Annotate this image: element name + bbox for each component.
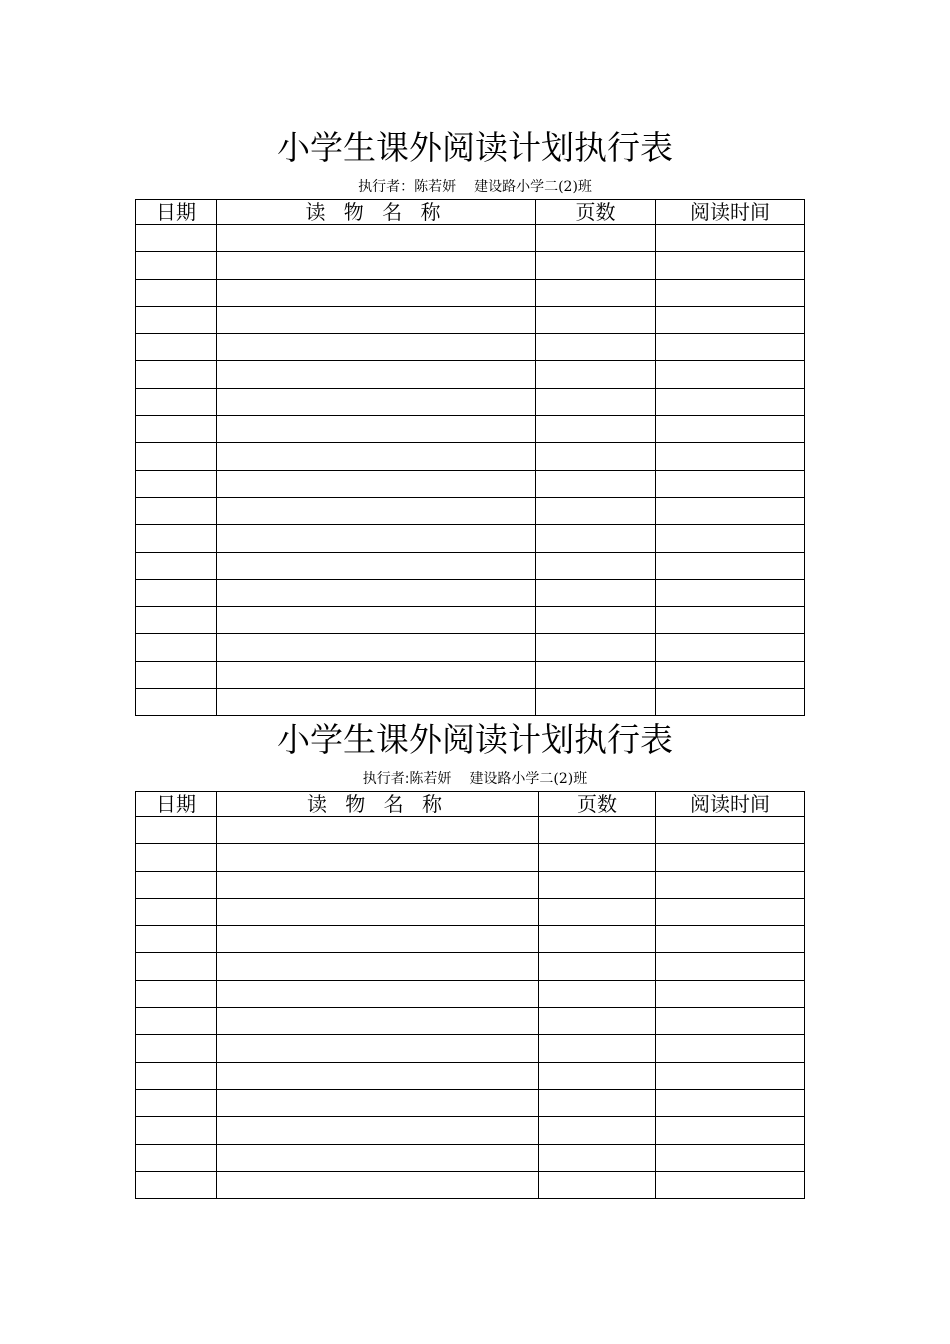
cell-reading-time[interactable]	[656, 607, 805, 634]
cell-date[interactable]	[136, 898, 217, 925]
cell-date[interactable]	[136, 361, 217, 388]
cell-reading-time[interactable]	[656, 953, 805, 980]
cell-pages[interactable]	[539, 871, 656, 898]
sheet-1-school-class: 建设路小学二(2)班	[474, 179, 592, 195]
cell-pages[interactable]	[536, 279, 656, 306]
table-header-row	[136, 200, 805, 225]
table-row	[136, 953, 805, 980]
table-row	[136, 607, 805, 634]
cell-pages[interactable]	[536, 334, 656, 361]
cell-title[interactable]	[217, 1035, 539, 1062]
cell-title[interactable]	[217, 844, 539, 871]
cell-pages[interactable]	[539, 1008, 656, 1035]
table-row	[136, 388, 805, 415]
cell-title[interactable]	[217, 1089, 539, 1116]
cell-date[interactable]	[136, 1144, 217, 1171]
table-row	[136, 252, 805, 279]
cell-pages[interactable]	[539, 898, 656, 925]
cell-title[interactable]	[217, 661, 536, 688]
cell-title[interactable]	[217, 525, 536, 552]
cell-reading-time[interactable]	[656, 1062, 805, 1089]
sheet-1-title: 小学生课外阅读计划执行表	[277, 128, 673, 167]
cell-title[interactable]	[217, 953, 539, 980]
cell-date[interactable]	[136, 1117, 217, 1144]
table-row	[136, 926, 805, 953]
table-row	[136, 1089, 805, 1116]
cell-date[interactable]	[136, 980, 217, 1007]
cell-pages[interactable]	[536, 661, 656, 688]
cell-pages[interactable]	[536, 497, 656, 524]
sheet-2-subtitle	[0, 770, 950, 788]
cell-reading-time[interactable]	[656, 306, 805, 333]
cell-reading-time[interactable]	[656, 871, 805, 898]
cell-reading-time[interactable]	[656, 416, 805, 443]
cell-reading-time[interactable]	[656, 926, 805, 953]
cell-pages[interactable]	[536, 634, 656, 661]
cell-date[interactable]	[136, 689, 217, 716]
cell-title[interactable]	[217, 470, 536, 497]
table-row	[136, 306, 805, 333]
cell-title[interactable]	[217, 1171, 539, 1198]
table-row	[136, 1171, 805, 1198]
cell-reading-time[interactable]	[656, 661, 805, 688]
cell-reading-time[interactable]	[656, 689, 805, 716]
cell-reading-time[interactable]	[656, 252, 805, 279]
cell-title[interactable]	[217, 689, 536, 716]
table-row	[136, 1144, 805, 1171]
column-header-reading-time: 阅读时间	[656, 792, 805, 817]
cell-date[interactable]	[136, 279, 217, 306]
sheet-2-title: 小学生课外阅读计划执行表	[277, 720, 673, 759]
cell-date[interactable]	[136, 470, 217, 497]
cell-title[interactable]	[217, 497, 536, 524]
cell-title[interactable]	[217, 898, 539, 925]
cell-date[interactable]	[136, 926, 217, 953]
table-row	[136, 898, 805, 925]
cell-pages[interactable]	[536, 552, 656, 579]
table-row	[136, 279, 805, 306]
cell-pages[interactable]	[536, 252, 656, 279]
table-row	[136, 416, 805, 443]
cell-pages[interactable]	[536, 525, 656, 552]
cell-title[interactable]	[217, 306, 536, 333]
cell-title[interactable]	[217, 416, 536, 443]
cell-date[interactable]	[136, 1171, 217, 1198]
cell-reading-time[interactable]	[656, 1117, 805, 1144]
cell-title[interactable]	[217, 1062, 539, 1089]
cell-reading-time[interactable]	[656, 844, 805, 871]
cell-reading-time[interactable]	[656, 1008, 805, 1035]
cell-pages[interactable]	[539, 1171, 656, 1198]
cell-date[interactable]	[136, 334, 217, 361]
cell-reading-time[interactable]	[656, 361, 805, 388]
cell-reading-time[interactable]	[656, 470, 805, 497]
cell-title[interactable]	[217, 361, 536, 388]
table-header-row	[136, 792, 805, 817]
column-header-date: 日期	[136, 200, 217, 225]
table-row	[136, 361, 805, 388]
cell-pages[interactable]	[536, 361, 656, 388]
table-row	[136, 470, 805, 497]
cell-pages[interactable]	[536, 579, 656, 606]
sheet-2-reading-table	[135, 791, 805, 1199]
cell-reading-time[interactable]	[656, 1144, 805, 1171]
cell-pages[interactable]	[539, 1062, 656, 1089]
column-header-reading-time: 阅读时间	[656, 200, 805, 225]
cell-date[interactable]	[136, 306, 217, 333]
cell-title[interactable]	[217, 817, 539, 844]
table-row	[136, 634, 805, 661]
table-row	[136, 689, 805, 716]
table-row	[136, 1035, 805, 1062]
column-header-title: 读 物 名 称	[217, 200, 536, 225]
column-header-pages: 页数	[536, 200, 656, 225]
table-row	[136, 980, 805, 1007]
cell-pages[interactable]	[539, 844, 656, 871]
table-row	[136, 661, 805, 688]
cell-date[interactable]	[136, 844, 217, 871]
table-row	[136, 1117, 805, 1144]
column-header-title: 读 物 名 称	[217, 792, 539, 817]
cell-date[interactable]	[136, 252, 217, 279]
sheet-1-executor: 执行者：陈若妍	[358, 179, 457, 195]
cell-date[interactable]	[136, 817, 217, 844]
table-row	[136, 525, 805, 552]
cell-reading-time[interactable]	[656, 1089, 805, 1116]
cell-date[interactable]	[136, 1089, 217, 1116]
cell-pages[interactable]	[536, 416, 656, 443]
table-row	[136, 443, 805, 470]
cell-date[interactable]	[136, 579, 217, 606]
cell-title[interactable]	[217, 388, 536, 415]
cell-pages[interactable]	[539, 980, 656, 1007]
table-row	[136, 579, 805, 606]
cell-title[interactable]	[217, 579, 536, 606]
sheet-2-executor: 执行者:陈若妍	[362, 771, 452, 787]
cell-pages[interactable]	[536, 443, 656, 470]
cell-title[interactable]	[217, 443, 536, 470]
table-row	[136, 497, 805, 524]
sheet-1-subtitle	[0, 178, 950, 196]
column-header-pages: 页数	[539, 792, 656, 817]
cell-date[interactable]	[136, 661, 217, 688]
cell-title[interactable]	[217, 1144, 539, 1171]
cell-reading-time[interactable]	[656, 634, 805, 661]
cell-title[interactable]	[217, 225, 536, 252]
cell-pages[interactable]	[539, 1035, 656, 1062]
cell-date[interactable]	[136, 871, 217, 898]
cell-date[interactable]	[136, 607, 217, 634]
cell-reading-time[interactable]	[656, 817, 805, 844]
cell-reading-time[interactable]	[656, 1171, 805, 1198]
cell-title[interactable]	[217, 634, 536, 661]
cell-pages[interactable]	[539, 817, 656, 844]
cell-reading-time[interactable]	[656, 980, 805, 1007]
cell-title[interactable]	[217, 252, 536, 279]
cell-date[interactable]	[136, 634, 217, 661]
cell-pages[interactable]	[536, 306, 656, 333]
table-row	[136, 1062, 805, 1089]
cell-date[interactable]	[136, 225, 217, 252]
cell-date[interactable]	[136, 1062, 217, 1089]
cell-pages[interactable]	[539, 926, 656, 953]
cell-reading-time[interactable]	[656, 1035, 805, 1062]
cell-title[interactable]	[217, 871, 539, 898]
cell-date[interactable]	[136, 525, 217, 552]
cell-reading-time[interactable]	[656, 898, 805, 925]
cell-date[interactable]	[136, 416, 217, 443]
sheet-2-school-class: 建设路小学二(2)班	[469, 771, 588, 787]
cell-reading-time[interactable]	[656, 525, 805, 552]
cell-reading-time[interactable]	[656, 334, 805, 361]
cell-pages[interactable]	[536, 388, 656, 415]
cell-title[interactable]	[217, 926, 539, 953]
cell-reading-time[interactable]	[656, 225, 805, 252]
table-row	[136, 334, 805, 361]
table-row	[136, 1008, 805, 1035]
table-row	[136, 817, 805, 844]
cell-pages[interactable]	[539, 1144, 656, 1171]
cell-title[interactable]	[217, 279, 536, 306]
cell-reading-time[interactable]	[656, 552, 805, 579]
cell-reading-time[interactable]	[656, 497, 805, 524]
cell-reading-time[interactable]	[656, 388, 805, 415]
cell-title[interactable]	[217, 1008, 539, 1035]
cell-pages[interactable]	[536, 689, 656, 716]
sheet-1-reading-table	[135, 199, 805, 716]
cell-title[interactable]	[217, 552, 536, 579]
cell-date[interactable]	[136, 443, 217, 470]
cell-title[interactable]	[217, 1117, 539, 1144]
cell-title[interactable]	[217, 334, 536, 361]
cell-date[interactable]	[136, 953, 217, 980]
cell-reading-time[interactable]	[656, 579, 805, 606]
cell-date[interactable]	[136, 497, 217, 524]
table-row	[136, 552, 805, 579]
cell-pages[interactable]	[536, 225, 656, 252]
cell-title[interactable]	[217, 980, 539, 1007]
cell-date[interactable]	[136, 388, 217, 415]
table-row	[136, 844, 805, 871]
cell-reading-time[interactable]	[656, 279, 805, 306]
table-row	[136, 871, 805, 898]
cell-pages[interactable]	[539, 953, 656, 980]
cell-reading-time[interactable]	[656, 443, 805, 470]
cell-date[interactable]	[136, 1008, 217, 1035]
cell-pages[interactable]	[536, 607, 656, 634]
table-row	[136, 225, 805, 252]
column-header-date: 日期	[136, 792, 217, 817]
cell-date[interactable]	[136, 552, 217, 579]
cell-date[interactable]	[136, 1035, 217, 1062]
cell-pages[interactable]	[536, 470, 656, 497]
cell-pages[interactable]	[539, 1089, 656, 1116]
cell-title[interactable]	[217, 607, 536, 634]
cell-pages[interactable]	[539, 1117, 656, 1144]
